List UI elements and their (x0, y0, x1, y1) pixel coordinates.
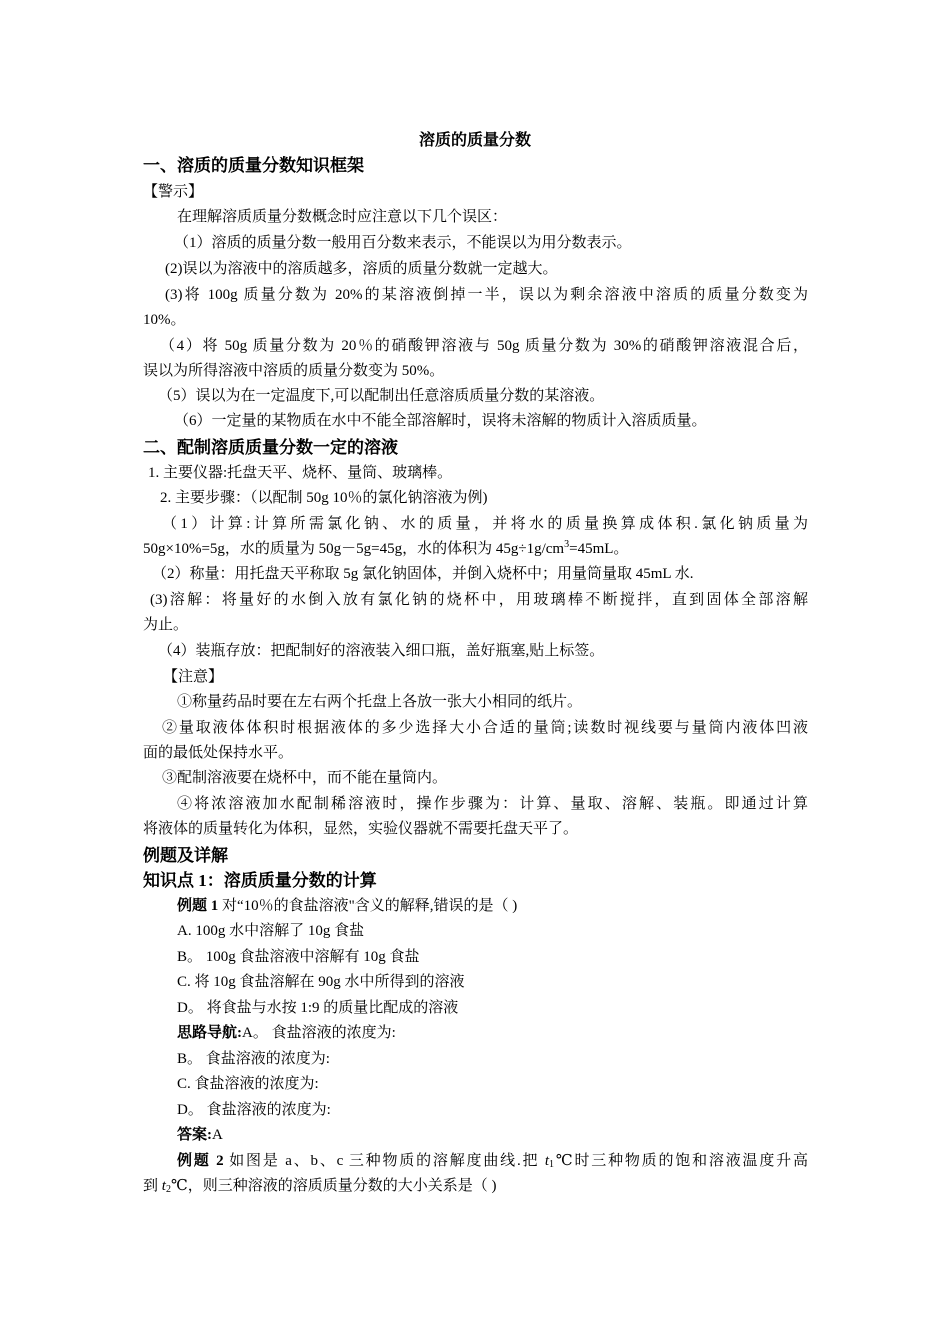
hint-line: C. 食盐溶液的浓度为: (177, 1076, 319, 1092)
option-b: B。 100g 食盐溶液中溶解有 10g 食盐 (177, 949, 420, 965)
hint-line: 思路导航:A。 食盐溶液的浓度为: (177, 1025, 396, 1041)
calculation-step: （1）计算:计算所需氯化钠、水的质量，并将水的质量换算成体积.氯化钠质量为 (162, 516, 808, 532)
answer-line: 答案:A (177, 1127, 223, 1143)
note-item: ③配制溶液要在烧杯中，而不能在量筒内。 (162, 770, 448, 786)
note-label: 【注意】 (163, 669, 224, 685)
note-item-continued: 将液体的质量转化为体积，显然，实验仪器就不需要托盘天平了。 (143, 821, 579, 837)
misconception-item: （4）将 50g 质量分数为 20％的硝酸钾溶液与 50g 质量分数为 30%的硝酸钾溶液混合后， (160, 338, 808, 354)
dissolving-step-continued: 为止。 (143, 617, 189, 633)
examples-heading: 例题及详解 (143, 846, 228, 865)
section-heading-framework: 一、溶质的质量分数知识框架 (143, 156, 364, 175)
hint-line: B。 食盐溶液的浓度为: (177, 1051, 330, 1067)
note-item: ②量取液体体积时根据液体的多少选择大小合适的量筒;读数时视线要与量筒内液体凹液 (162, 720, 808, 736)
hint-line: D。 食盐溶液的浓度为: (177, 1102, 331, 1118)
calculation-step-continued: 50g×10%=5g，水的质量为 50g－5g=45g，水的体积为 $45g\div 1g/cm^3=45mL$。 (143, 539, 629, 557)
misconception-item: （1）溶质的质量分数一般用百分数来表示，不能误以为用分数表示。 (174, 235, 632, 251)
misconception-item: （5）误以为在一定温度下,可以配制出任意溶质质量分数的某溶液。 (158, 388, 605, 404)
option-c: C. 将 10g 食盐溶解在 90g 水中所得到的溶液 (177, 974, 465, 990)
steps-line: 2. 主要步骤：（以配制 50g 10％的氯化钠溶液为例) (160, 490, 488, 506)
misconception-item: (2)误以为溶液中的溶质越多，溶质的质量分数就一定越大。 (165, 261, 558, 277)
misconception-item: (3)将 100g 质量分数为 20%的某溶液倒掉一半，误以为剩余溶液中溶质的质量分数变为 (165, 287, 808, 303)
section-heading-preparation: 二、配制溶质质量分数一定的溶液 (143, 438, 398, 457)
misconception-item: （6）一定量的某物质在水中不能全部溶解时，误将未溶解的物质计入溶质质量。 (174, 413, 707, 429)
note-item-continued: 面的最低处保持水平。 (143, 745, 294, 761)
example-2-question: 例题 2 如图是 a、b、c 三种物质的溶解度曲线.把 $t_1℃$时三种物质的饱和溶液温度升高 (177, 1153, 808, 1170)
instruments-line: 1. 主要仪器:托盘天平、烧杯、量筒、玻璃棒。 (148, 465, 453, 481)
misconception-item-continued: 误以为所得溶液中溶质的质量分数变为 50%。 (143, 363, 445, 379)
page-title: 溶质的质量分数 (418, 132, 531, 149)
dissolving-step: (3)溶解：将量好的水倒入放有氯化钠的烧杯中，用玻璃棒不断搅拌，直到固体全部溶解 (150, 592, 808, 608)
example-2-question-continued: 到 $t_2℃$，则三种溶液的溶质质量分数的大小关系是（ ) (143, 1178, 497, 1195)
warning-label: 【警示】 (143, 184, 204, 200)
bottling-step: （4）装瓶存放：把配制好的溶液装入细口瓶，盖好瓶塞,贴上标签。 (158, 643, 605, 659)
warning-intro: 在理解溶质质量分数概念时应注意以下几个误区： (177, 209, 508, 225)
knowledge-point-heading: 知识点 1：溶质质量分数的计算 (143, 871, 377, 890)
note-item: ①称量药品时要在左右两个托盘上各放一张大小相同的纸片。 (177, 694, 583, 710)
misconception-item-continued: 10%。 (143, 312, 186, 328)
weighing-step: （2）称量：用托盘天平称取 5g 氯化钠固体，并倒入烧杯中；用量筒量取 45mL 水. (152, 566, 694, 582)
option-a: A. 100g 水中溶解了 10g 食盐 (177, 923, 365, 939)
option-d: D。 将食盐与水按 1:9 的质量比配成的溶液 (177, 1000, 459, 1016)
example-1-question: 例题 1 对“10％的食盐溶液"含义的解释,错误的是（ ) (177, 898, 518, 914)
note-item: ④将浓溶液加水配制稀溶液时，操作步骤为：计算、量取、溶解、装瓶。即通过计算 (177, 796, 808, 812)
